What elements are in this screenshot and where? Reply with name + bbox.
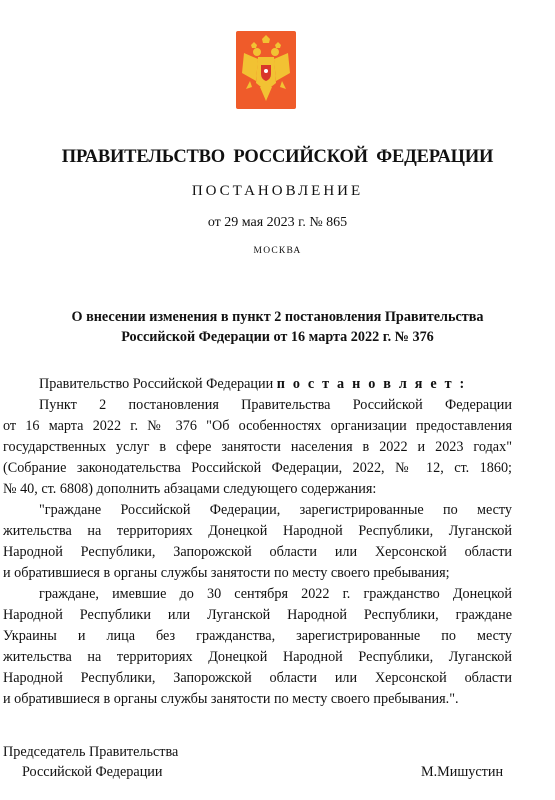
document-title-line-1: О внесении изменения в пункт 2 постановления Правительства — [71, 309, 484, 325]
government-name: ПРАВИТЕЛЬСТВО РОССИЙСКОЙ ФЕДЕРАЦИИ — [61, 147, 494, 167]
body-line: "граждане Российской Федерации, зарегистрированные по месту — [39, 502, 512, 518]
document-title-line-2: Российской Федерации от 16 марта 2022 г. № 376 — [121, 329, 434, 345]
intro-paragraph — [3, 374, 512, 395]
signatory-role-line-2: Российской Федерации — [22, 764, 163, 780]
coat-of-arms-emblem — [236, 31, 296, 109]
document-date-number: от 29 мая 2023 г. № 865 — [207, 215, 348, 230]
body-line: № 40, ст. 6808) дополнить абзацами следующего содержания: — [3, 481, 377, 497]
signatory-name: М.Мишустин — [421, 764, 504, 780]
body-line: Народной Республики, Запорожской области или Херсонской области — [3, 670, 512, 686]
body-line: и обратившиеся в органы службы занятости по месту своего пребывания.". — [3, 691, 459, 707]
body-line: (Собрание законодательства Российской Федерации, 2022, № 12, ст. 1860; — [3, 460, 512, 476]
body-line: жительства на территориях Донецкой Народной Республики, Луганской — [3, 649, 512, 665]
body-line: Народной Республики, Запорожской области или Херсонской области — [3, 544, 512, 560]
resolves-word: п о с т а н о в л я е т : — [276, 376, 467, 392]
body-line: граждане, имевшие до 30 сентября 2022 г. гражданство Донецкой — [39, 586, 512, 602]
document-city: МОСКВА — [253, 246, 302, 256]
document-body — [3, 374, 512, 710]
body-line: от 16 марта 2022 г. № 376 "Об особенностях организации предоставления — [3, 418, 512, 434]
body-line: Пункт 2 постановления Правительства Российской Федерации — [39, 397, 512, 413]
body-line: Народной Республики или Луганской Народной Республики, граждане — [3, 607, 512, 623]
body-line: государственных услуг в сфере занятости населения в 2022 и 2023 годах" — [3, 439, 512, 455]
body-line: жительства на территориях Донецкой Народной Республики, Луганской — [3, 523, 512, 539]
body-line: и обратившиеся в органы службы занятости по месту своего пребывания; — [3, 565, 450, 581]
body-line: Украины и лица без гражданства, зарегистрированные по месту — [3, 628, 512, 644]
document-type: ПОСТАНОВЛЕНИЕ — [191, 183, 364, 199]
signatory-role-line-1: Председатель Правительства — [3, 744, 179, 760]
intro-text: Правительство Российской Федерации — [39, 376, 277, 392]
